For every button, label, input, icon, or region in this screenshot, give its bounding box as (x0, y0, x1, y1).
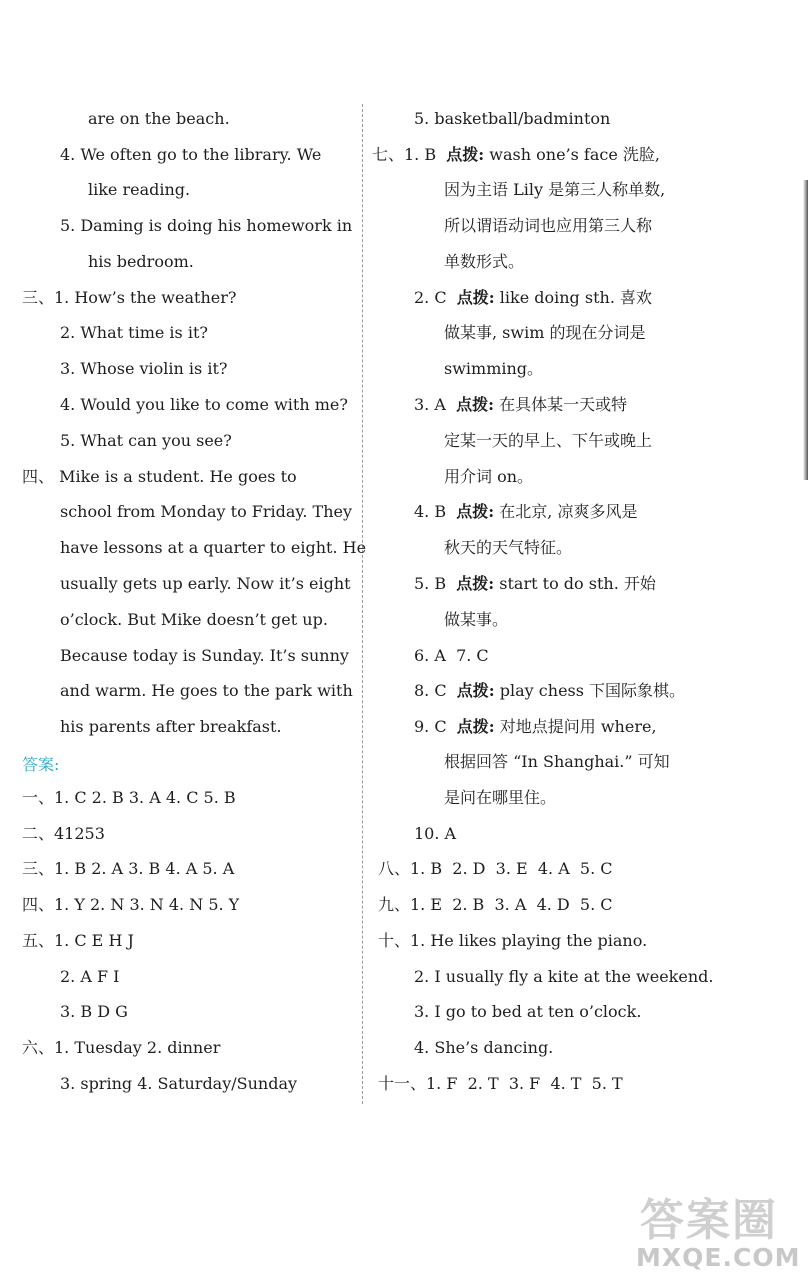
line-text: 八、1. B 2. D 3. E 4. A 5. C (378, 859, 613, 878)
left-line: 一、1. C 2. B 3. A 4. C 5. B (22, 788, 236, 807)
right-line (444, 609, 508, 631)
right-line (444, 358, 543, 380)
left-line: 4. We often go to the library. We (60, 145, 322, 164)
left-line: 四、1. Y 2. N 3. N 4. N 5. Y (22, 895, 240, 914)
right-line (414, 573, 656, 595)
line-text: 对地点提问用 where, (494, 717, 657, 736)
line-text: 用介词 on。 (444, 467, 534, 486)
answer-prefix: 2. C (414, 288, 457, 307)
left-line: 答案: (22, 755, 60, 774)
left-line: o’clock. But Mike doesn’t get up. (60, 610, 328, 629)
right-line (444, 466, 533, 488)
page-edge-shadow (803, 180, 808, 480)
watermark-url: MXQE.COM (636, 1243, 801, 1272)
left-line: 三、1. B 2. A 3. B 4. A 5. A (22, 859, 235, 878)
line-text: play chess 下国际象棋。 (494, 681, 686, 700)
left-line: 4. Would you like to come with me? (60, 395, 348, 414)
answer-prefix: 8. C (414, 681, 457, 700)
line-text: 九、1. E 2. B 3. A 4. D 5. C (378, 895, 613, 914)
left-line: his parents after breakfast. (60, 717, 282, 736)
left-line: 二、41253 (22, 824, 105, 843)
left-line: 2. What time is it? (60, 323, 208, 342)
hint-label: 点拨: (456, 574, 495, 593)
hint-label: 点拨: (456, 717, 495, 736)
hint-label: 点拨: (456, 681, 495, 700)
right-line (444, 537, 572, 559)
left-line: 3. Whose violin is it? (60, 359, 228, 378)
line-text: 5. basketball/badminton (414, 109, 611, 128)
answer-prefix: 9. C (414, 717, 457, 736)
right-line (414, 287, 652, 309)
line-text: 做某事。 (444, 610, 509, 629)
right-line (372, 144, 660, 166)
left-line: 2. A F I (60, 967, 120, 986)
line-text: 4. She’s dancing. (414, 1038, 554, 1057)
right-line (414, 1001, 641, 1023)
line-text: 秋天的天气特征。 (444, 538, 573, 557)
left-line: 3. spring 4. Saturday/Sunday (60, 1074, 298, 1093)
line-text: 做某事, swim 的现在分词是 (444, 323, 646, 342)
right-line (378, 930, 647, 952)
line-text: swimming。 (444, 359, 544, 378)
right-line (414, 394, 627, 416)
column-divider (362, 104, 363, 1104)
line-text: 十、1. He likes playing the piano. (378, 931, 648, 950)
line-text: 6. A 7. C (414, 646, 489, 665)
line-text: 根据回答 “In Shanghai.” 可知 (444, 752, 670, 771)
left-line: 三、1. How’s the weather? (22, 288, 237, 307)
right-line (414, 1037, 553, 1059)
line-text: 在北京, 凉爽多风是 (494, 502, 638, 521)
line-text: 2. I usually fly a kite at the weekend. (414, 967, 714, 986)
left-line: and warm. He goes to the park with (60, 681, 353, 700)
line-text: 所以谓语动词也应用第三人称 (444, 216, 653, 235)
hint-label: 点拨: (446, 145, 485, 164)
right-line (414, 645, 489, 667)
hint-label: 点拨: (456, 502, 495, 521)
watermark-logo: 答案圈 (640, 1195, 778, 1246)
answer-prefix: 七、1. B (372, 145, 447, 164)
right-line (414, 966, 713, 988)
left-line: Because today is Sunday. It’s sunny (60, 646, 349, 665)
right-line (444, 179, 665, 201)
answer-prefix: 5. B (414, 574, 457, 593)
left-line: 五、1. C E H J (22, 931, 134, 950)
left-line: 四、 Mike is a student. He goes to (22, 467, 297, 486)
right-line (414, 716, 657, 738)
left-line: 六、1. Tuesday 2. dinner (22, 1038, 221, 1057)
right-line (444, 787, 556, 809)
hint-label: 点拨: (456, 395, 494, 414)
left-line: 3. B D G (60, 1002, 128, 1021)
right-line (444, 251, 524, 273)
right-line (378, 1073, 623, 1095)
left-line: 5. Daming is doing his homework in (60, 216, 353, 235)
line-text: 单数形式。 (444, 252, 525, 271)
left-line: 5. What can you see? (60, 431, 232, 450)
left-line: school from Monday to Friday. They (60, 502, 352, 521)
left-line: like reading. (88, 180, 191, 199)
answer-prefix: 3. A (414, 395, 457, 414)
right-line (414, 108, 610, 130)
line-text: 在具体某一天或特 (494, 395, 628, 414)
line-text: 3. I go to bed at ten o’clock. (414, 1002, 642, 1021)
line-text: like doing sth. 喜欢 (494, 288, 653, 307)
line-text: 定某一天的早上、下午或晚上 (444, 431, 653, 450)
line-text: wash one’s face 洗脸, (484, 145, 660, 164)
line-text: 10. A (414, 824, 457, 843)
left-line: usually gets up early. Now it’s eight (60, 574, 351, 593)
line-text: 因为主语 Lily 是第三人称单数, (444, 180, 666, 199)
answer-prefix: 4. B (414, 502, 457, 521)
left-line: are on the beach. (88, 109, 230, 128)
right-line (444, 430, 652, 452)
left-line: his bedroom. (88, 252, 194, 271)
left-line: have lessons at a quarter to eight. He (60, 538, 367, 557)
right-line (444, 751, 670, 773)
right-line (444, 215, 652, 237)
right-line (444, 322, 645, 344)
right-line (378, 858, 613, 880)
line-text: start to do sth. 开始 (494, 574, 656, 593)
right-line (414, 823, 456, 845)
line-text: 十一、1. F 2. T 3. F 4. T 5. T (378, 1074, 623, 1093)
hint-label: 点拨: (456, 288, 495, 307)
line-text: 是问在哪里住。 (444, 788, 557, 807)
right-line (414, 501, 637, 523)
right-line (414, 680, 685, 702)
right-line (378, 894, 613, 916)
